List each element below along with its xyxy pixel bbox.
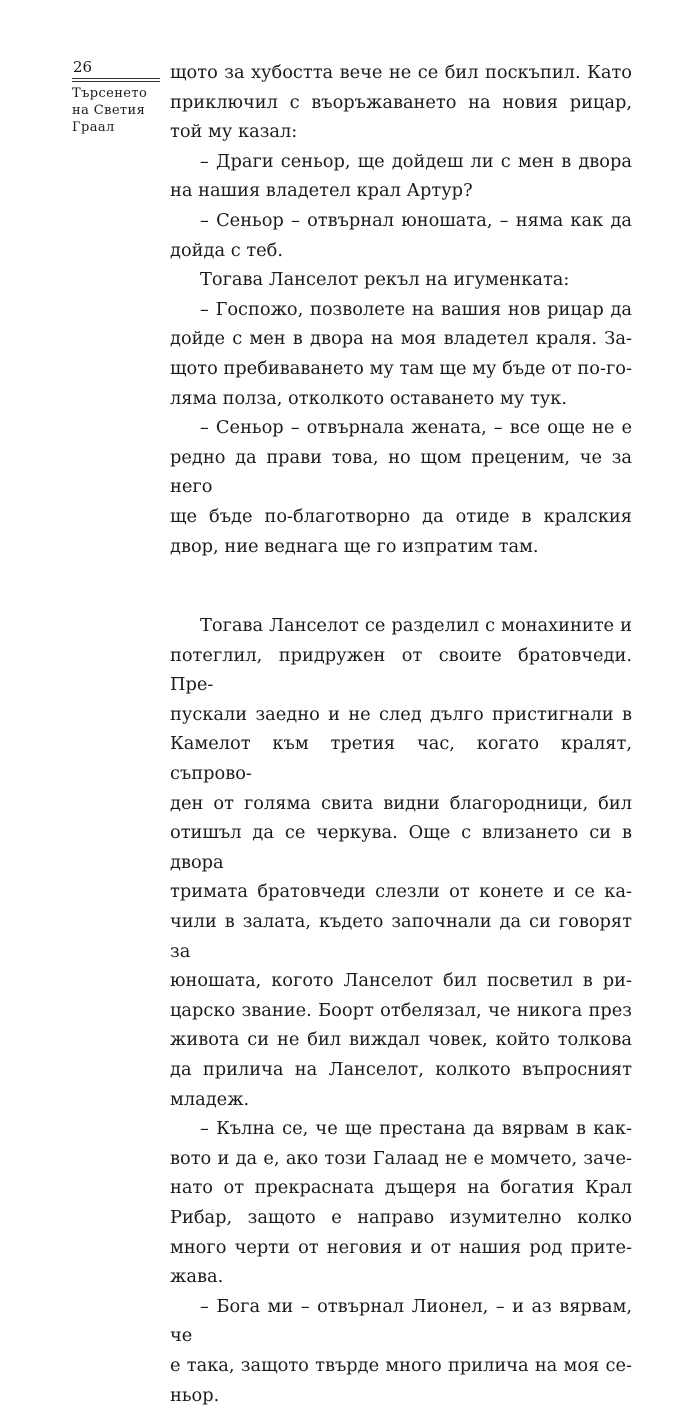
text-line: дойде с мен в двора на моя владетел краля. За- (170, 328, 632, 350)
text-line: отишъл да се черкува. Още с влизането си в двора (170, 822, 632, 873)
text-line: на нашия владетел крал Артур? (170, 180, 473, 202)
text-line: потеглил, придружен от своите братовчеди. Пре- (170, 644, 632, 696)
text-line: чили в залата, където започнали да си говорят за (170, 911, 632, 962)
text-line: вото и да е, ако този Галаад не е момчето, заче- (170, 1147, 632, 1169)
text-line: ляма полза, отколкото оставането му тук. (170, 387, 568, 409)
text-line: пускали заедно и не след дълго пристигнали в (170, 703, 632, 725)
text-line: юношата, когото Ланселот бил посветил в ри- (170, 970, 632, 992)
text-line: Рибар, защото е направо изумително колко (170, 1206, 632, 1228)
running-title-line: Търсенето (72, 86, 148, 101)
running-title (72, 85, 162, 136)
text-line: Тогава Ланселот се разделил с монахините и (200, 615, 632, 637)
text-line: много черти от неговия и от нашия род прите- (170, 1236, 632, 1258)
text-line: царско звание. Боорт отбелязал, че никога през (170, 999, 632, 1021)
text-line: – Кълна се, че ще престана да вярвам в как- (200, 1118, 632, 1140)
running-title-line: на Светия (72, 103, 146, 118)
text-line: – Сеньор – отвърнала жената, – все още не е (200, 417, 632, 439)
text-line: живота си не бил виждал човек, който толкова (170, 1029, 632, 1051)
text-line: двор, ние веднага ще го изпратим там. (170, 535, 539, 557)
text-line: – Госпожо, позволете на вашия нов рицар да (200, 298, 632, 320)
text-line: той му казал: (170, 121, 298, 143)
text-line: жава. (170, 1266, 224, 1288)
text-line: Камелот към третия час, когато кралят, съпрово- (170, 733, 632, 785)
running-title-line: Граал (72, 120, 115, 135)
text-line: – Сеньор – отвърнал юношата, – няма как да (200, 209, 632, 231)
margin-rule (72, 78, 160, 79)
text-line: – Драги сеньор, ще дойдеш ли с мен в двора (200, 150, 632, 172)
text-line: щото за хубостта вече не се бил поскъпил. Като (170, 62, 632, 83)
text-line: младеж. (170, 1088, 250, 1110)
text-line: – Бога ми – отвърнал Лионел, – и аз вярвам, че (170, 1295, 632, 1347)
text-line: щото пребиваването му там ще му бъде от по-го- (170, 357, 632, 379)
section-break (170, 561, 632, 611)
text-line: да прилича на Ланселот, колкото въпросният (170, 1059, 632, 1080)
text-line: приключил с въоръжаването на новия рицар, (170, 91, 632, 113)
text-line: Тогава Ланселот рекъл на игуменката: (200, 269, 570, 291)
text-line: ньор. (170, 1384, 220, 1406)
text-line: ден от голяма свита видни благородници, бил (170, 792, 632, 814)
text-line: нато от прекрасната дъщеря на богатия Крал (170, 1177, 632, 1199)
margin-rule (72, 81, 160, 82)
body-text (170, 58, 632, 1410)
text-line: е така, защото твърде много прилича на моя се- (170, 1354, 632, 1376)
page-number: 26 (73, 58, 93, 76)
text-line: ще бъде по-благотворно да отиде в кралския (170, 505, 632, 527)
text-line: тримата братовчеди слезли от конете и се ка- (170, 881, 632, 903)
margin-note (72, 58, 162, 136)
text-line: редно да прави това, но щом преценим, че за него (170, 446, 632, 498)
text-line: дойда с теб. (170, 239, 284, 261)
